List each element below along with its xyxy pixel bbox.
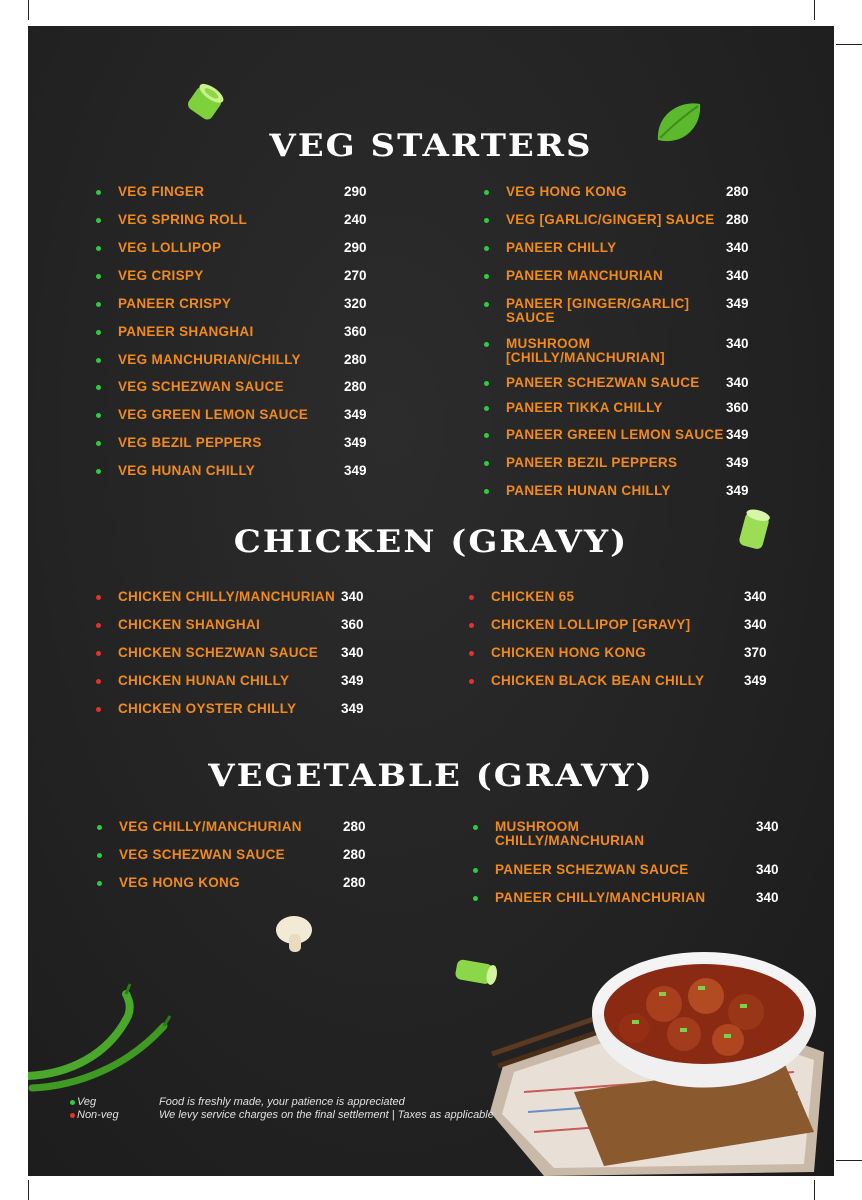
menu-item-price: 349 xyxy=(726,427,749,442)
nonveg-dot-icon xyxy=(469,623,474,628)
menu-item-name: CHICKEN OYSTER CHILLY xyxy=(118,701,297,716)
veg-dot-icon xyxy=(484,381,489,386)
legend-nonveg xyxy=(70,1109,119,1122)
menu-item-price: 349 xyxy=(341,673,364,688)
menu-item-price: 349 xyxy=(726,483,749,498)
menu-item-row xyxy=(96,325,384,345)
menu-item-price: 280 xyxy=(343,875,366,890)
menu-item-name: CHICKEN 65 xyxy=(491,589,575,604)
nonveg-dot-icon xyxy=(96,651,101,656)
veg-dot-icon xyxy=(96,358,101,363)
menu-item-price: 340 xyxy=(744,617,767,632)
menu-item-price: 349 xyxy=(344,463,367,478)
menu-item-name: PANEER MANCHURIAN xyxy=(506,268,664,283)
menu-item-price: 280 xyxy=(726,184,749,199)
manchurian-bowl-image xyxy=(484,942,834,1176)
crop-mark xyxy=(28,1180,29,1200)
menu-item-name: VEG GREEN LEMON SAUCE xyxy=(118,407,309,422)
menu-item-row xyxy=(484,269,766,289)
note-service-charges: We levy service charges on the final settlement | Taxes as applicable xyxy=(159,1109,494,1121)
menu-item-row xyxy=(484,241,766,261)
menu-item-name: PANEER GREEN LEMON SAUCE xyxy=(506,427,724,442)
menu-item-name: MUSHROOM CHILLY/MANCHURIAN xyxy=(495,819,645,848)
veg-dot-icon xyxy=(484,461,489,466)
menu-item-name: VEG SCHEZWAN SAUCE xyxy=(118,379,284,394)
menu-item-row xyxy=(96,380,384,400)
veg-dot-icon xyxy=(96,469,101,474)
veg-dot-icon xyxy=(96,385,101,390)
menu-item-price: 349 xyxy=(744,673,767,688)
menu-item-row xyxy=(96,185,384,205)
veg-dot-icon xyxy=(484,190,489,195)
menu-item-row xyxy=(469,646,784,666)
menu-item-row xyxy=(97,876,383,896)
menu-item-row xyxy=(96,674,381,694)
menu-item-price: 280 xyxy=(343,819,366,834)
menu-item-name: PANEER SHANGHAI xyxy=(118,324,254,339)
legend-veg xyxy=(70,1096,96,1109)
menu-item-name: VEG CHILLY/MANCHURIAN xyxy=(119,819,302,834)
menu-item-price: 340 xyxy=(726,375,749,390)
veg-dot-icon xyxy=(484,246,489,251)
veg-dot-icon xyxy=(96,246,101,251)
menu-item-row xyxy=(484,428,766,448)
menu-item-name: PANEER CRISPY xyxy=(118,296,232,311)
menu-item-price: 340 xyxy=(756,862,779,877)
menu-item-row xyxy=(96,464,384,484)
menu-item-name: VEG CRISPY xyxy=(118,268,204,283)
menu-page xyxy=(28,26,834,1176)
menu-item-name: VEG FINGER xyxy=(118,184,205,199)
menu-item-price: 340 xyxy=(744,589,767,604)
menu-item-name: CHICKEN BLACK BEAN CHILLY xyxy=(491,673,705,688)
spring-onion-icon xyxy=(178,80,230,128)
menu-item-row xyxy=(96,618,381,638)
menu-item-name: VEG [GARLIC/GINGER] SAUCE xyxy=(506,212,715,227)
menu-item-name: VEG HUNAN CHILLY xyxy=(118,463,256,478)
veg-dot-icon xyxy=(484,302,489,307)
menu-item-row xyxy=(96,702,381,722)
menu-item-price: 270 xyxy=(344,268,367,283)
menu-item-name: PANEER [GINGER/GARLIC] SAUCE xyxy=(506,296,690,325)
menu-item-row xyxy=(484,296,766,325)
menu-item-name: CHICKEN HUNAN CHILLY xyxy=(118,673,290,688)
menu-item-name: VEG BEZIL PEPPERS xyxy=(118,435,262,450)
menu-item-row xyxy=(484,456,766,476)
menu-item-name: MUSHROOM [CHILLY/MANCHURIAN] xyxy=(506,336,665,365)
veg-dot-icon xyxy=(473,825,478,830)
nonveg-dot-icon xyxy=(96,707,101,712)
menu-item-price: 280 xyxy=(344,379,367,394)
crop-mark xyxy=(836,44,862,45)
menu-item-price: 340 xyxy=(756,890,779,905)
menu-item-name: CHICKEN SHANGHAI xyxy=(118,617,261,632)
veg-dot-icon xyxy=(484,433,489,438)
mushroom-icon xyxy=(272,912,318,958)
menu-item-row xyxy=(469,590,784,610)
nonveg-dot-icon xyxy=(469,651,474,656)
legend-veg-label: Veg xyxy=(77,1096,97,1108)
menu-item-row xyxy=(96,590,381,610)
menu-item-price: 340 xyxy=(756,819,779,834)
menu-item-row xyxy=(484,185,766,205)
menu-item-price: 280 xyxy=(726,212,749,227)
veg-dot-icon xyxy=(484,406,489,411)
menu-item-price: 349 xyxy=(726,455,749,470)
veg-dot-icon xyxy=(96,330,101,335)
menu-item-price: 340 xyxy=(726,336,749,351)
menu-item-price: 240 xyxy=(344,212,367,227)
nonveg-dot-icon xyxy=(469,679,474,684)
menu-item-name: PANEER HUNAN CHILLY xyxy=(506,483,671,498)
menu-item-row xyxy=(484,213,766,233)
veg-dot-icon xyxy=(473,896,478,901)
menu-item-price: 360 xyxy=(726,400,749,415)
menu-item-name: PANEER TIKKA CHILLY xyxy=(506,400,663,415)
menu-item-price: 360 xyxy=(344,324,367,339)
menu-item-name: PANEER SCHEZWAN SAUCE xyxy=(495,862,689,877)
menu-item-row xyxy=(96,241,384,261)
menu-item-name: PANEER CHILLY/MANCHURIAN xyxy=(495,890,706,905)
veg-dot-icon xyxy=(96,190,101,195)
nonveg-dot-icon xyxy=(469,595,474,600)
menu-item-row xyxy=(484,484,766,504)
menu-item-row xyxy=(484,401,766,421)
menu-item-row xyxy=(473,891,796,911)
veg-dot-icon xyxy=(96,218,101,223)
menu-item-price: 349 xyxy=(726,296,749,311)
menu-item-price: 290 xyxy=(344,240,367,255)
veg-dot-icon xyxy=(96,302,101,307)
menu-item-row xyxy=(469,674,784,694)
menu-item-name: VEG SPRING ROLL xyxy=(118,212,248,227)
menu-item-name: VEG HONG KONG xyxy=(506,184,627,199)
menu-item-price: 290 xyxy=(344,184,367,199)
section-title-chicken-gravy: CHICKEN (GRAVY) xyxy=(233,523,629,561)
menu-item-name: PANEER SCHEZWAN SAUCE xyxy=(506,375,700,390)
nonveg-dot-icon xyxy=(96,623,101,628)
veg-dot-icon xyxy=(96,441,101,446)
nonveg-dot-icon xyxy=(96,595,101,600)
veg-dot-icon xyxy=(473,868,478,873)
menu-item-name: PANEER CHILLY xyxy=(506,240,617,255)
menu-item-price: 320 xyxy=(344,296,367,311)
menu-item-row xyxy=(97,848,383,868)
veg-dot-icon xyxy=(97,825,102,830)
menu-item-name: VEG SCHEZWAN SAUCE xyxy=(119,847,285,862)
menu-item-row xyxy=(469,618,784,638)
veg-dot-icon xyxy=(484,274,489,279)
menu-item-price: 340 xyxy=(341,645,364,660)
menu-item-row xyxy=(97,820,383,840)
menu-item-row xyxy=(96,297,384,317)
menu-item-price: 360 xyxy=(341,617,364,632)
menu-item-name: VEG HONG KONG xyxy=(119,875,240,890)
menu-item-price: 280 xyxy=(343,847,366,862)
crop-mark xyxy=(836,1160,862,1161)
veg-dot-icon xyxy=(484,342,489,347)
veg-dot-icon xyxy=(97,853,102,858)
menu-item-name: PANEER BEZIL PEPPERS xyxy=(506,455,678,470)
section-title-vegetable-gravy: VEGETABLE (GRAVY) xyxy=(208,757,654,795)
veg-dot-icon xyxy=(96,274,101,279)
green-chilli-icon xyxy=(28,976,178,1096)
note-freshly-made: Food is freshly made, your patience is appreciated xyxy=(159,1096,405,1108)
menu-item-name: CHICKEN SCHEZWAN SAUCE xyxy=(118,645,319,660)
menu-item-row xyxy=(473,819,796,848)
menu-item-price: 340 xyxy=(726,240,749,255)
menu-item-name: VEG LOLLIPOP xyxy=(118,240,222,255)
menu-item-row xyxy=(96,646,381,666)
nonveg-dot-icon xyxy=(96,679,101,684)
menu-item-row xyxy=(96,436,384,456)
menu-item-price: 280 xyxy=(344,352,367,367)
crop-mark xyxy=(814,1180,815,1200)
nonveg-dot-icon xyxy=(70,1113,75,1118)
menu-item-name: CHICKEN LOLLIPOP [GRAVY] xyxy=(491,617,691,632)
legend-nonveg-label: Non-veg xyxy=(77,1109,119,1121)
menu-item-price: 349 xyxy=(341,701,364,716)
menu-item-row xyxy=(96,213,384,233)
section-title-veg-starters: VEG STARTERS xyxy=(269,127,593,165)
menu-item-row xyxy=(484,376,766,396)
crop-mark xyxy=(28,0,29,20)
menu-item-name: VEG MANCHURIAN/CHILLY xyxy=(118,352,301,367)
veg-dot-icon xyxy=(96,413,101,418)
menu-item-row xyxy=(96,353,384,373)
veg-dot-icon xyxy=(484,218,489,223)
menu-item-name: CHICKEN CHILLY/MANCHURIAN xyxy=(118,589,336,604)
menu-item-row xyxy=(473,863,796,883)
menu-item-price: 340 xyxy=(341,589,364,604)
veg-dot-icon xyxy=(70,1100,75,1105)
menu-item-row xyxy=(96,269,384,289)
veg-dot-icon xyxy=(97,881,102,886)
crop-mark xyxy=(814,0,815,20)
menu-item-price: 349 xyxy=(344,407,367,422)
veg-dot-icon xyxy=(484,489,489,494)
menu-item-row xyxy=(484,336,766,365)
menu-item-name: CHICKEN HONG KONG xyxy=(491,645,647,660)
menu-item-price: 349 xyxy=(344,435,367,450)
menu-item-price: 370 xyxy=(744,645,767,660)
menu-item-row xyxy=(96,408,384,428)
menu-item-price: 340 xyxy=(726,268,749,283)
